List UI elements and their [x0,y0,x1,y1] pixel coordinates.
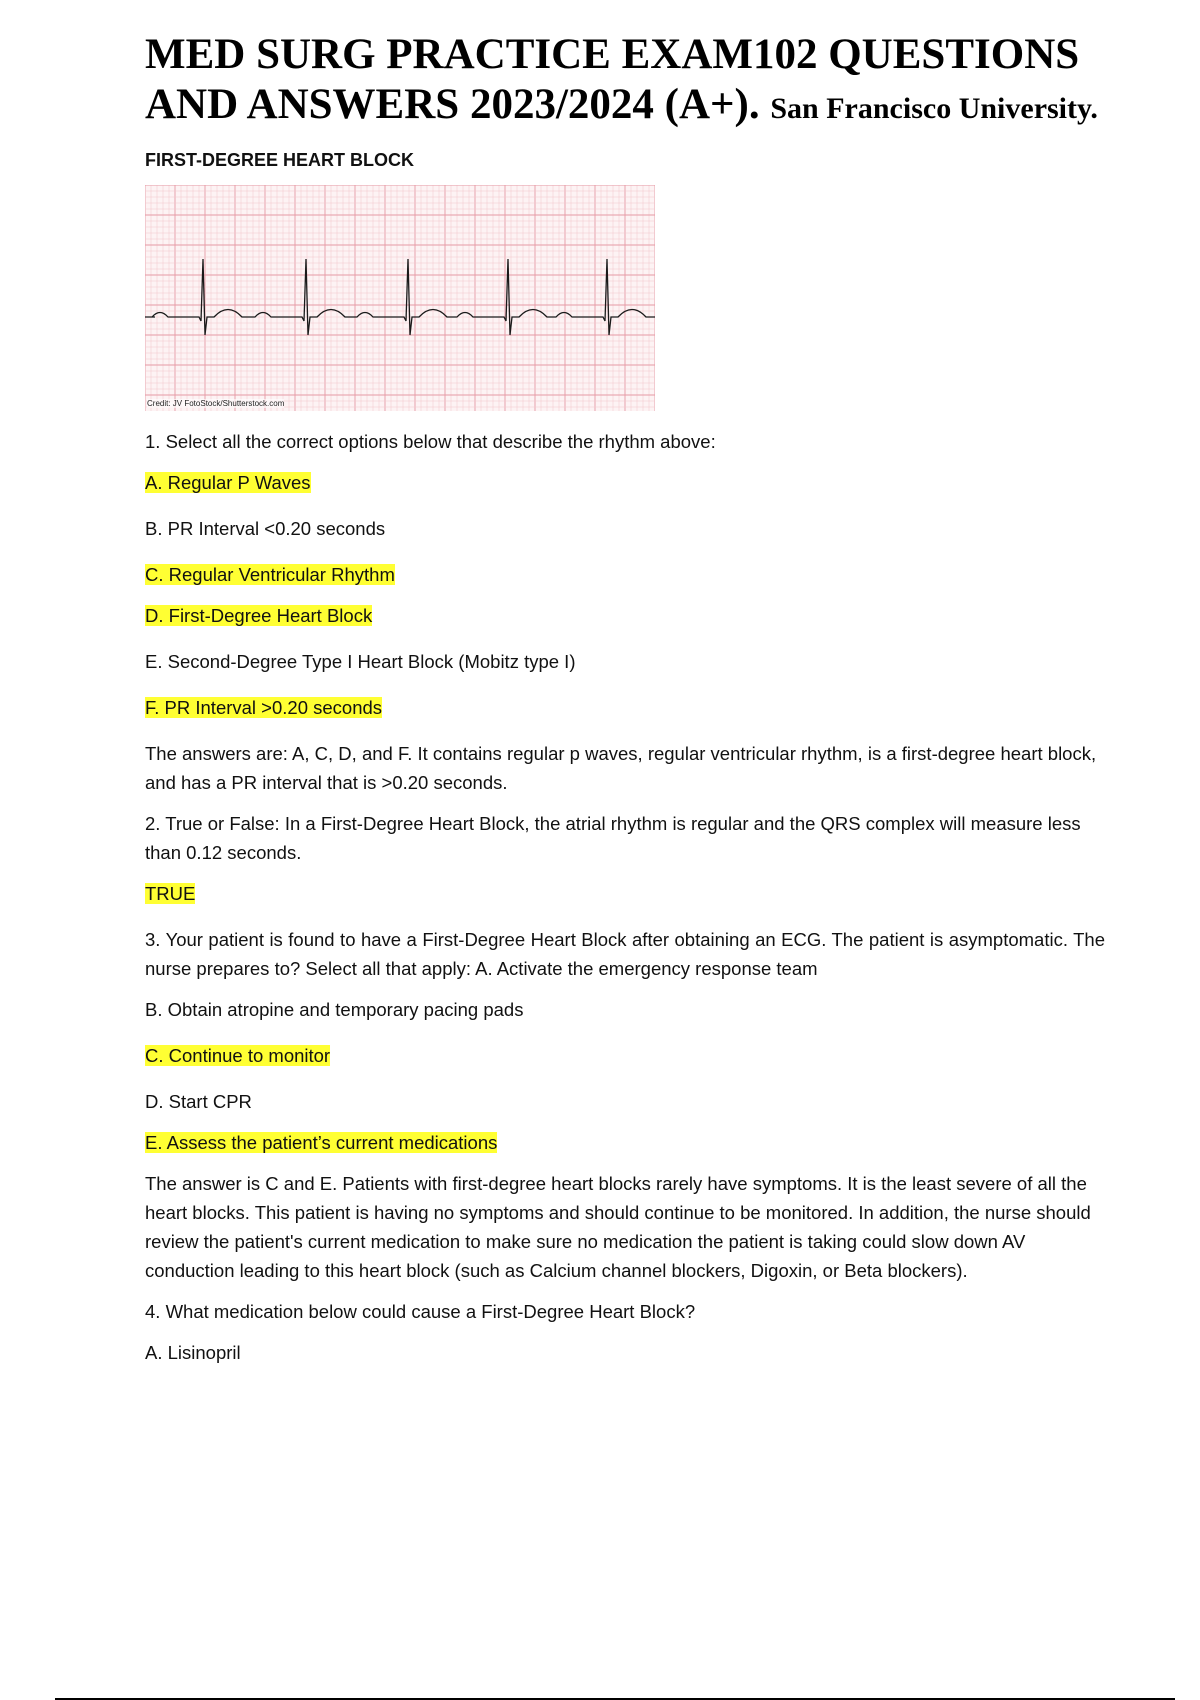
question-3-explanation: The answer is C and E. Patients with first-degree heart blocks rarely have symptoms. It is the least severe of all the heart blocks. This patient is having no symptoms and should continue to be monitored. In addition, the nurse should review the patient's current medication to make sure no medication the patient is taking could slow down AV conduction leading to this heart block (such as Calcium channel blockers, Digoxin, or Beta blockers). [145,1173,1091,1281]
q4-option-a [145,1338,1105,1367]
title-line-2: AND ANSWERS 2023/2024 (A+). [145,81,760,128]
question-1-explanation: The answers are: A, C, D, and F. It contains regular p waves, regular ventricular rhythm, is a first-degree heart block, and has a PR interval that is >0.20 seconds. [145,743,1097,793]
q3-option-b-text: B. Obtain atropine and temporary pacing pads [145,999,524,1020]
q3-option-e-text: E. Assess the patient’s current medications [145,1132,498,1153]
q1-option-f [145,693,1105,722]
q4-option-a-text: A. Lisinopril [145,1342,241,1363]
q3-option-c-text: C. Continue to monitor [145,1045,331,1066]
q2-answer-row [145,879,1105,908]
q1-option-a [145,468,1105,497]
q1-option-a-text: A. Regular P Waves [145,472,311,493]
q1-option-c-text: C. Regular Ventricular Rhythm [145,564,395,585]
q1-option-d [145,601,1105,630]
q2-answer: TRUE [145,883,196,904]
document-title [145,30,1105,134]
q1-option-c [145,560,1105,589]
q3-option-e [145,1128,1105,1157]
q1-option-b [145,514,1105,543]
q3-option-d [145,1087,1105,1116]
q3-option-b [145,995,1105,1024]
ecg-figure [145,185,655,411]
question-1-prompt: 1. Select all the correct options below that describe the rhythm above: [145,431,716,452]
question-2-prompt: 2. True or False: In a First-Degree Heart Block, the atrial rhythm is regular and the QRS complex will measure less than 0.12 seconds. [145,813,1081,863]
q1-option-f-text: F. PR Interval >0.20 seconds [145,697,383,718]
q1-option-e-text: E. Second-Degree Type I Heart Block (Mobitz type I) [145,651,576,672]
university-subtitle: San Francisco University. [770,92,1098,125]
question-4-prompt: 4. What medication below could cause a First-Degree Heart Block? [145,1301,696,1322]
q1-option-d-text: D. First-Degree Heart Block [145,605,373,626]
document-page [145,30,1105,1384]
question-3-prompt: 3. Your patient is found to have a First-Degree Heart Block after obtaining an ECG. The patient is asymptomatic. The nurse prepares to? Select all that apply: A. Activate the emergency response team [145,929,1105,979]
q3-option-d-text: D. Start CPR [145,1091,252,1112]
q1-option-e [145,647,1105,676]
section-heading: FIRST-DEGREE HEART BLOCK [145,150,415,170]
q3-option-c [145,1041,1105,1070]
title-line-1: MED SURG PRACTICE EXAM102 QUESTIONS [145,31,1080,78]
q1-option-b-text: B. PR Interval <0.20 seconds [145,518,386,539]
ecg-strip-image [145,185,655,411]
ecg-credit: Credit: JV FotoStock/Shutterstock.com [147,399,285,408]
